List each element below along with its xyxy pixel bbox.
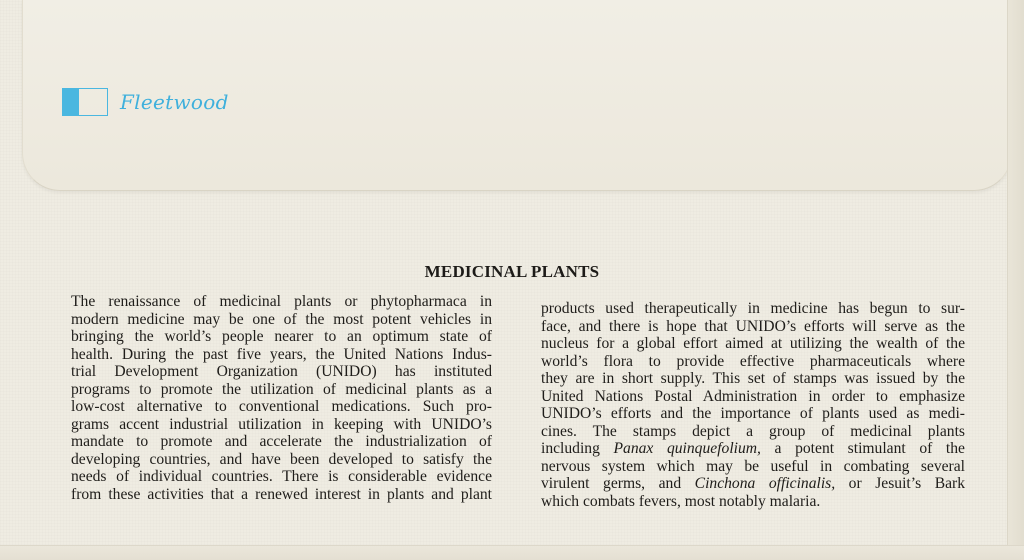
text-line: UNIDO’s efforts and the importance of plants used as medi- xyxy=(541,405,965,422)
text-line: needs of individual countries. There is considerable evidence xyxy=(71,468,492,485)
article-column-right xyxy=(541,300,965,510)
article-column-left xyxy=(71,293,492,503)
logo-wordmark: Fleetwood xyxy=(120,90,229,114)
text-segment: a potent stimulant of the xyxy=(760,440,965,457)
text-line: cines. The stamps depict a group of medicinal plants xyxy=(541,422,965,440)
text-line: which combats fevers, most notably malaria. xyxy=(541,492,821,510)
text-line: health. During the past five years, the United Nations Indus- xyxy=(71,345,492,363)
logo-box-icon xyxy=(62,88,108,116)
text-line: they are in short supply. This set of stamps was issued by the xyxy=(541,370,965,387)
text-line: modern medicine may be one of the most potent vehicles in xyxy=(71,310,492,328)
text-segment: virulent germs, and xyxy=(541,475,695,492)
logo-box-fill xyxy=(63,89,79,115)
text-line: bringing the world’s people nearer to an optimum state of xyxy=(71,328,492,345)
text-line: United Nations Postal Administration in order to emphasize xyxy=(541,387,965,405)
species-name: Cinchona officinalis, xyxy=(694,475,836,492)
text-line: mandate to promote and accelerate the industrialization of xyxy=(71,433,492,450)
text-line: nervous system which may be useful in combating several xyxy=(541,457,965,475)
text-line xyxy=(541,475,965,493)
text-line: The renaissance of medicinal plants or phytopharmaca in xyxy=(71,293,492,310)
text-line: low-cost alternative to conventional medications. Such pro- xyxy=(71,398,492,415)
text-segment: or Jesuit’s Bark xyxy=(835,475,966,492)
text-line: from these activities that a renewed interest in plants and plant xyxy=(71,485,492,503)
text-line xyxy=(541,440,965,458)
text-segment: including xyxy=(541,440,614,457)
text-line: programs to promote the utilization of medicinal plants as a xyxy=(71,380,492,398)
text-line: world’s flora to provide effective pharmaceuticals where xyxy=(541,352,965,370)
species-name: Panax quinquefolium, xyxy=(613,440,761,457)
fleetwood-logo xyxy=(62,88,229,116)
text-line: trial Development Organization (UNIDO) has instituted xyxy=(71,363,492,380)
text-line: products used therapeutically in medicine has begun to sur- xyxy=(541,300,965,317)
text-line: grams accent industrial utilization in keeping with UNIDO’s xyxy=(71,415,492,433)
article-heading: MEDICINAL PLANTS xyxy=(424,262,600,281)
text-line: developing countries, and have been developed to satisfy the xyxy=(71,450,492,468)
text-line: face, and there is hope that UNIDO’s efforts will serve as the xyxy=(541,317,965,335)
envelope-edge-bottom xyxy=(0,545,1024,560)
text-line: nucleus for a global effort aimed at utilizing the wealth of the xyxy=(541,335,965,352)
